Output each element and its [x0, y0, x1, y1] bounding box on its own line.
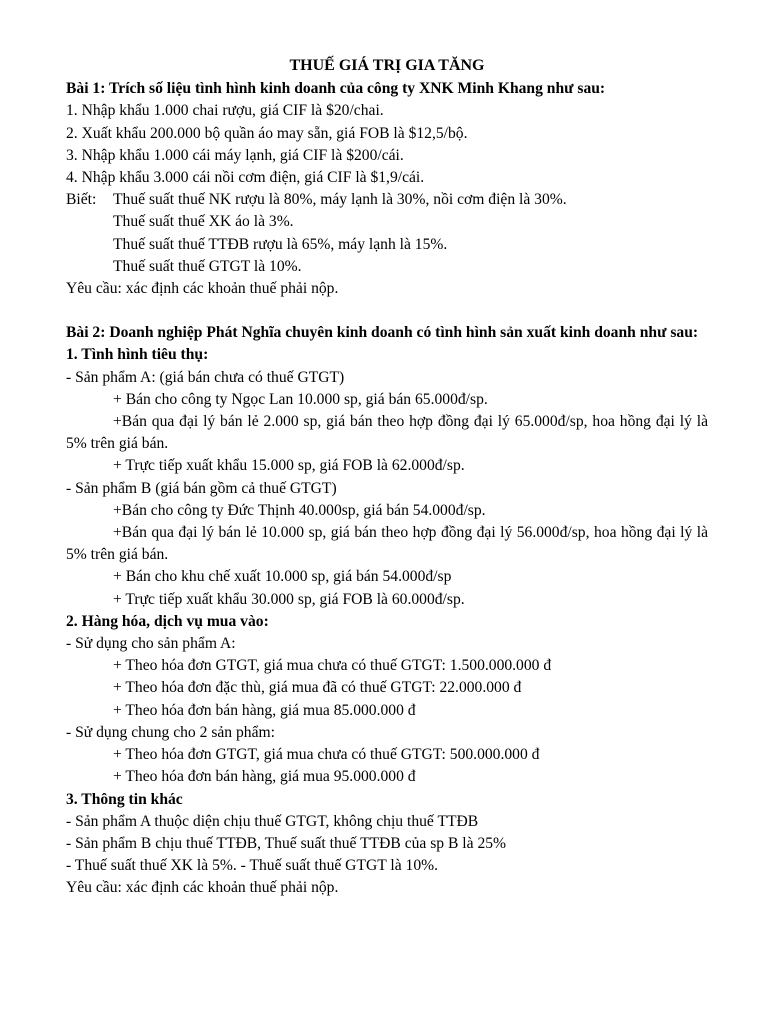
product-b-item: + Trực tiếp xuất khẩu 30.000 sp, giá FOB là 60.000đ/sp. — [113, 590, 465, 608]
bai1-item: 2. Xuất khẩu 200.000 bộ quần áo may sẵn, giá FOB là $12,5/bộ. — [66, 124, 468, 142]
bai1-item: 4. Nhập khẩu 3.000 cái nồi cơm điện, giá CIF là $1,9/cái. — [66, 169, 425, 187]
biet-line: Thuế suất thuế GTGT là 10%. — [113, 257, 302, 275]
product-b-item: +Bán qua đại lý bán lẻ 10.000 sp, giá bán theo hợp đồng đại lý 56.000đ/sp, hoa hồng đại lý là 5% trên giá bán. — [66, 524, 708, 564]
use-both-item: + Theo hóa đơn bán hàng, giá mua 95.000.000 đ — [113, 768, 416, 786]
bai2-section1-heading: 1. Tình hình tiêu thụ: — [66, 346, 209, 364]
bai1-item: 1. Nhập khẩu 1.000 chai rượu, giá CIF là $20/chai. — [66, 102, 384, 120]
product-a-item: + Trực tiếp xuất khẩu 15.000 sp, giá FOB là 62.000đ/sp. — [113, 457, 465, 475]
other-info-item: - Thuế suất thuế XK là 5%. - Thuế suất thuế GTGT là 10%. — [66, 857, 439, 875]
use-a-item: + Theo hóa đơn GTGT, giá mua chưa có thuế GTGT: 1.500.000.000 đ — [113, 657, 552, 675]
product-a-item: +Bán qua đại lý bán lẻ 2.000 sp, giá bán theo hợp đồng đại lý 65.000đ/sp, hoa hồng đại lý là 5% trên giá bán. — [66, 413, 708, 453]
biet-line: Thuế suất thuế NK rượu là 80%, máy lạnh là 30%, nồi cơm điện là 30%. — [113, 191, 567, 209]
bai1-item: 3. Nhập khẩu 1.000 cái máy lạnh, giá CIF là $200/cái. — [66, 146, 404, 164]
product-a-item: + Bán cho công ty Ngọc Lan 10.000 sp, giá bán 65.000đ/sp. — [113, 390, 488, 408]
other-info-item: - Sản phẩm A thuộc diện chịu thuế GTGT, không chịu thuế TTĐB — [66, 812, 479, 830]
use-both-label: - Sử dụng chung cho 2 sản phẩm: — [66, 723, 275, 741]
bai2-section3-heading: 3. Thông tin khác — [66, 790, 183, 808]
product-a-label: - Sản phẩm A: (giá bán chưa có thuế GTGT) — [66, 368, 345, 386]
use-both-item: + Theo hóa đơn GTGT, giá mua chưa có thuế GTGT: 500.000.000 đ — [113, 746, 540, 764]
product-b-label: - Sản phẩm B (giá bán gồm cả thuế GTGT) — [66, 479, 337, 497]
bai1-yeu-cau: Yêu cầu: xác định các khoản thuế phải nộp. — [66, 280, 339, 298]
use-a-item: + Theo hóa đơn bán hàng, giá mua 85.000.000 đ — [113, 701, 416, 719]
use-a-label: - Sử dụng cho sản phẩm A: — [66, 635, 236, 653]
bai1-biet-row — [66, 189, 708, 211]
bai2-section2-heading: 2. Hàng hóa, dịch vụ mua vào: — [66, 612, 269, 630]
biet-line: Thuế suất thuế TTĐB rượu là 65%, máy lạnh là 15%. — [113, 235, 448, 253]
product-b-item: +Bán cho công ty Đức Thịnh 40.000sp, giá bán 54.000đ/sp. — [113, 501, 486, 519]
use-a-item: + Theo hóa đơn đặc thù, giá mua đã có thuế GTGT: 22.000.000 đ — [113, 679, 522, 697]
bai2-heading: Bài 2: Doanh nghiệp Phát Nghĩa chuyên kinh doanh có tình hình sản xuất kinh doanh như sau: — [66, 324, 699, 342]
biet-label: Biết: — [66, 191, 97, 209]
biet-line: Thuế suất thuế XK áo là 3%. — [113, 213, 294, 231]
bai1-heading: Bài 1: Trích số liệu tình hình kinh doanh của công ty XNK Minh Khang như sau: — [66, 80, 606, 98]
bai2-yeu-cau: Yêu cầu: xác định các khoản thuế phải nộp. — [66, 879, 339, 897]
document-title: THUẾ GIÁ TRỊ GIA TĂNG — [289, 57, 485, 74]
product-b-item: + Bán cho khu chế xuất 10.000 sp, giá bán 54.000đ/sp — [113, 568, 452, 586]
other-info-item: - Sản phẩm B chịu thuế TTĐB, Thuế suất thuế TTĐB của sp B là 25% — [66, 834, 507, 852]
section-spacer — [66, 300, 708, 322]
